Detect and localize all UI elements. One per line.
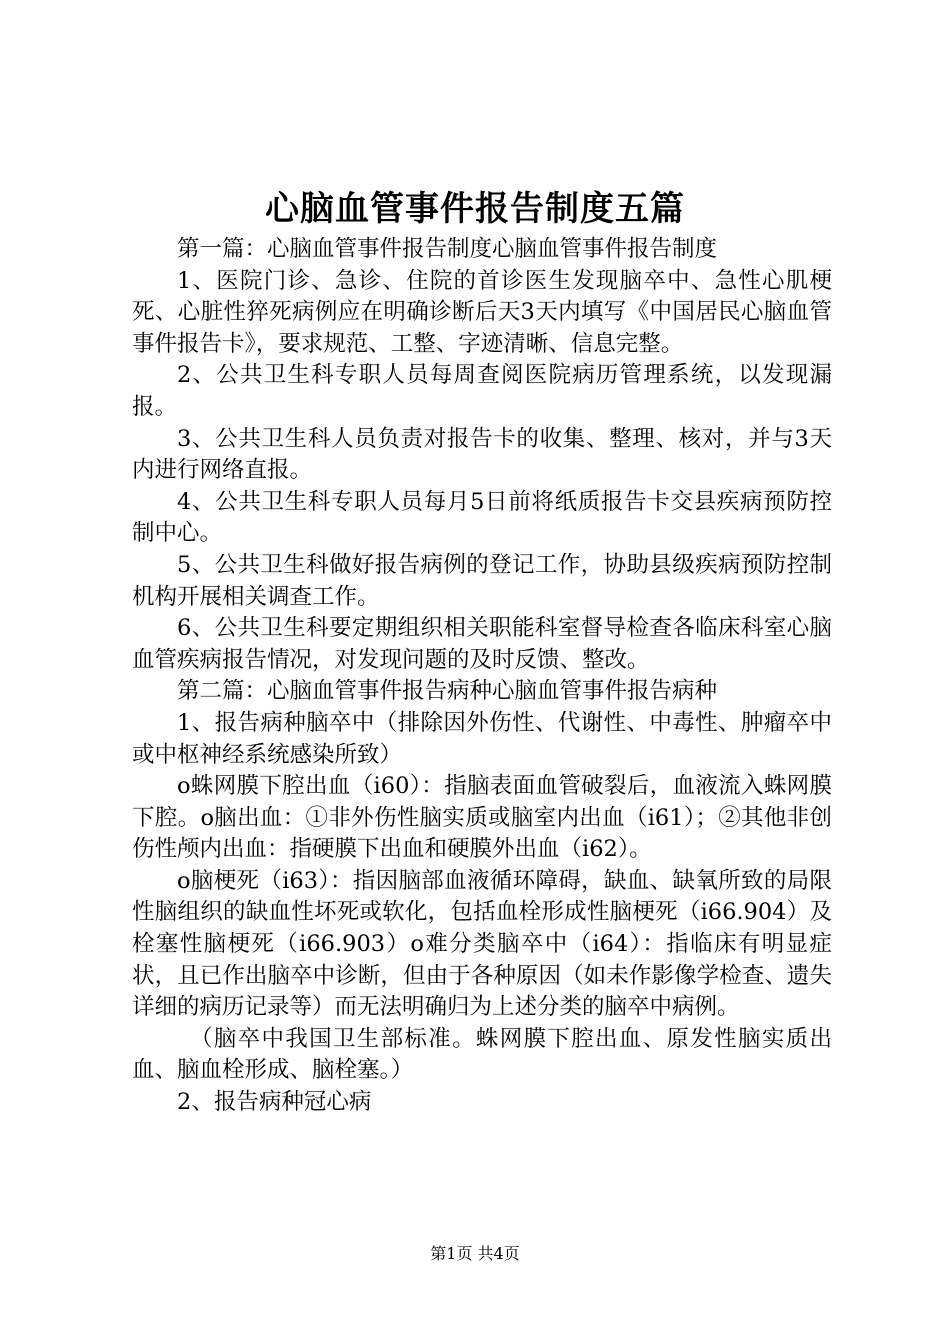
paragraph-stroke-category: 1、报告病种脑卒中（排除因外伤性、代谢性、中毒性、肿瘤卒中或中枢神经系统感染所致）	[132, 709, 832, 768]
paragraph-hemorrhage: o蛛网膜下腔出血（i60）：指脑表面血管破裂后，血液流入蛛网膜下腔。o脑出血：①非外伤性脑实质或脑室内出血（i61）；②其他非创伤性颅内出血：指硬膜下出血和硬膜外出血（i62）。	[132, 773, 832, 863]
paragraph-rule-4: 4、公共卫生科专职人员每月5日前将纸质报告卡交县疾病预防控制中心。	[132, 488, 832, 547]
paragraph-rule-2: 2、公共卫生科专职人员每周查阅医院病历管理系统，以发现漏报。	[132, 362, 832, 420]
paragraph-rule-6: 6、公共卫生科要定期组织相关职能科室督导检查各临床科室心脑血管疾病报告情况，对发现问题的及时反馈、整改。	[132, 615, 832, 673]
paragraph-infarction: o脑梗死（i63）：指因脑部血液循环障碍，缺血、缺氧所致的局限性脑组织的缺血性坏死或软化，包括血栓形成性脑梗死（i66.904）及栓塞性脑梗死（i66.903）o难分类脑卒中（i64）：指临床有明显症状，且已作出脑卒中诊断，但由于各种原因（如未作影像学检查、遗失详细的病历记录等）而无法明确归为上述分类的脑卒中病例。	[132, 867, 832, 1021]
paragraph-rule-5: 5、公共卫生科做好报告病例的登记工作，协助县级疾病预防控制机构开展相关调查工作。	[132, 551, 832, 610]
page-footer: 第1页 共4页	[430, 1244, 520, 1263]
document-body	[132, 234, 832, 1119]
paragraph-rule-3: 3、公共卫生科人员负责对报告卡的收集、整理、核对，并与3天内进行网络直报。	[132, 425, 832, 484]
document-title: 心脑血管事件报告制度五篇	[265, 189, 685, 229]
paragraph-part-one-heading: 第一篇：心脑血管事件报告制度心脑血管事件报告制度	[177, 236, 718, 262]
paragraph-rule-1: 1、医院门诊、急诊、住院的首诊医生发现脑卒中、急性心肌梗死、心脏性猝死病例应在明确诊断后天3天内填写《中国居民心脑血管事件报告卡》，要求规范、工整、字迹清晰、信息完整。	[132, 267, 832, 357]
paragraph-part-two-heading: 第二篇：心脑血管事件报告病种心脑血管事件报告病种	[177, 678, 718, 705]
paragraph-chd-category: 2、报告病种冠心病	[177, 1089, 372, 1116]
paragraph-stroke-standard-note: （脑卒中我国卫生部标准。蛛网膜下腔出血、原发性脑实质出血、脑血栓形成、脑栓塞。）	[132, 1025, 832, 1084]
